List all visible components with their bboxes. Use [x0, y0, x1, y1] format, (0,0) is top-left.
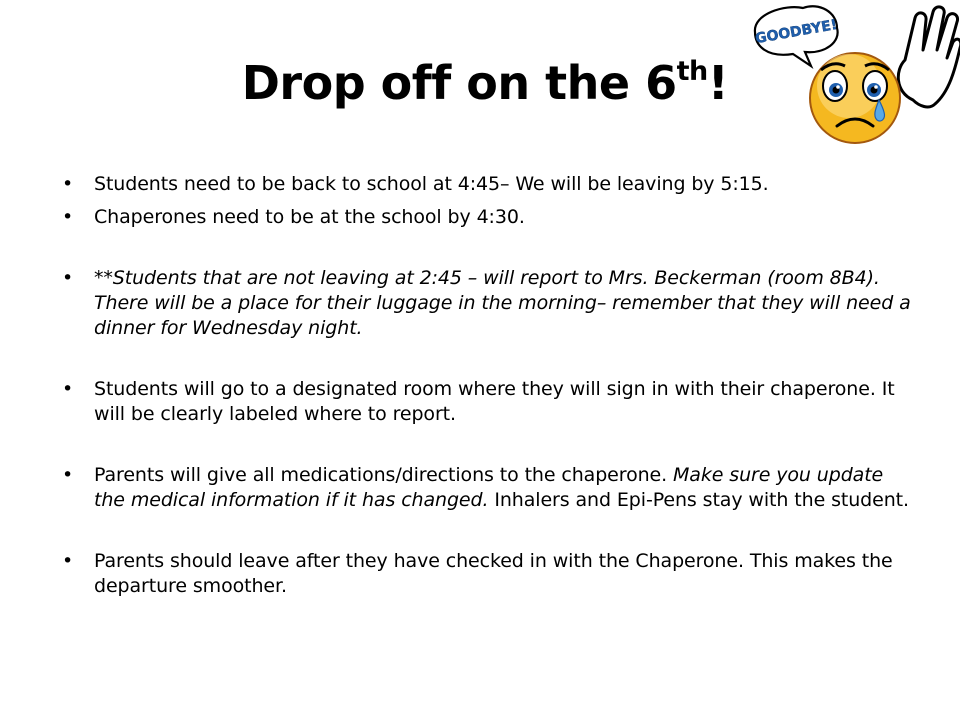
bullet-marker: • [62, 464, 74, 486]
title-superscript: th [676, 56, 708, 87]
bullet-item: • Chaperones need to be at the school by 4:30. [62, 206, 525, 228]
bullet-item: • **Students that are not leaving at 2:45 – will report to Mrs. Beckerman (room 8B4). There will be a place for their luggage in the morning– remember that they will need a dinner for Wednesday night. [62, 267, 911, 339]
bullet-marker: • [62, 550, 74, 572]
title-main: Drop off on the 6 [241, 56, 677, 110]
title-end: ! [707, 56, 729, 110]
bullet-list [62, 172, 912, 599]
bullet-item: • Parents will give all medications/directions to the chaperone. Make sure you update the medical information if it has changed. Inhalers and Epi-Pens stay with the student. [62, 464, 909, 511]
bullet-marker: • [62, 206, 74, 228]
sad-face-waving-goodbye-icon [745, 0, 960, 150]
waving-hand [898, 7, 960, 107]
bullet-item: • Students will go to a designated room where they will sign in with their chaperone. It will be clearly labeled where to report. [62, 378, 895, 425]
bullet-marker: • [62, 173, 74, 195]
speech-text: GOODBYE! [754, 16, 839, 48]
bullet-item: • Parents should leave after they have checked in with the Chaperone. This makes the departure smoother. [62, 550, 893, 597]
bullet-item: • Students need to be back to school at 4:45– We will be leaving by 5:15. [62, 173, 769, 195]
bullet-marker: • [62, 378, 74, 400]
bullet-marker: • [62, 267, 74, 289]
